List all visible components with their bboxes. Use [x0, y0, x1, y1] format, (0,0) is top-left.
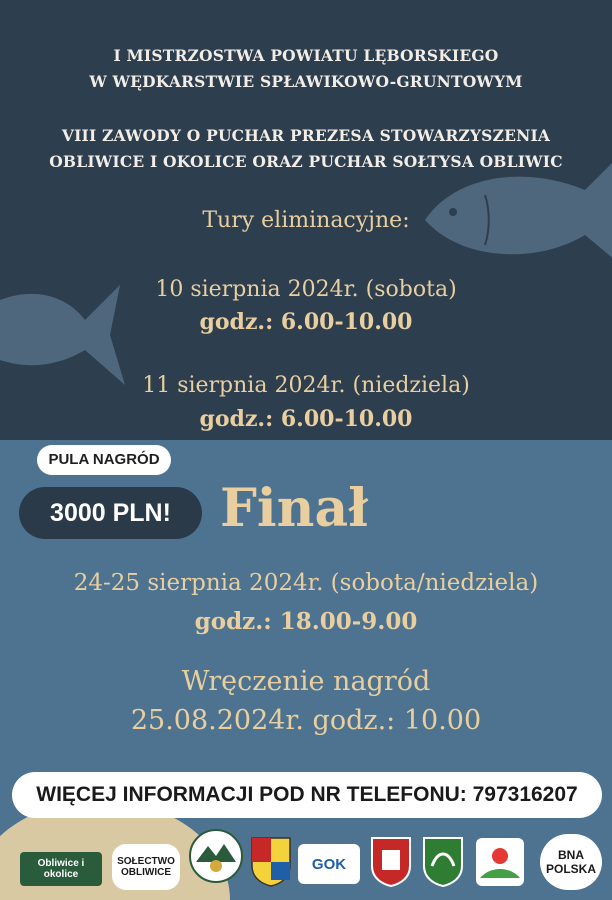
headline-line-2: W WĘDKARSTWIE SPŁAWIKOWO-GRUNTOWYM [89, 72, 523, 91]
round1-date: 10 sierpnia 2024r. (sobota) [155, 277, 457, 302]
logo-obliwice-i-okolice: Obliwice i okolice [20, 852, 102, 886]
coat-of-arms-icon [476, 838, 524, 886]
eliminations-title: Tury eliminacyjne: [202, 208, 410, 233]
headline-line-1: I MISTRZOSTWA POWIATU LĘBORSKIEGO [113, 46, 499, 65]
prize-amount: 3000 PLN! [19, 487, 202, 539]
coat-of-arms-icon [188, 828, 244, 896]
coat-of-arms-icon [250, 836, 292, 888]
logo-solectwo-obliwice: SOŁECTWO OBLIWICE [112, 844, 180, 890]
awards-datetime: 25.08.2024r. godz.: 10.00 [130, 705, 482, 736]
contact-bar: WIĘCEJ INFORMACJI POD NR TELEFONU: 797316207 [12, 772, 602, 818]
coat-of-arms-icon [422, 836, 464, 888]
logo-bna-polska: BNA POLSKA [540, 834, 602, 890]
final-time: godz.: 18.00-9.00 [194, 608, 418, 635]
final-title: Finał [220, 478, 369, 539]
round2-date: 11 sierpnia 2024r. (niedziela) [142, 373, 470, 398]
round2-time: godz.: 6.00-10.00 [199, 406, 413, 432]
round1-time: godz.: 6.00-10.00 [199, 309, 413, 335]
headline-line-4: OBLIWICE I OKOLICE ORAZ PUCHAR SOŁTYSA OBLIWIC [49, 152, 563, 171]
final-date: 24-25 sierpnia 2024r. (sobota/niedziela) [73, 570, 539, 596]
logo-gok: GOK [298, 844, 360, 884]
headline-line-3: VIII ZAWODY O PUCHAR PREZESA STOWARZYSZENIA [61, 126, 551, 145]
prize-label: PULA NAGRÓD [37, 445, 171, 475]
sponsor-logos [0, 826, 612, 900]
coat-of-arms-icon [370, 836, 412, 888]
awards-title: Wręczenie nagród [181, 666, 431, 697]
